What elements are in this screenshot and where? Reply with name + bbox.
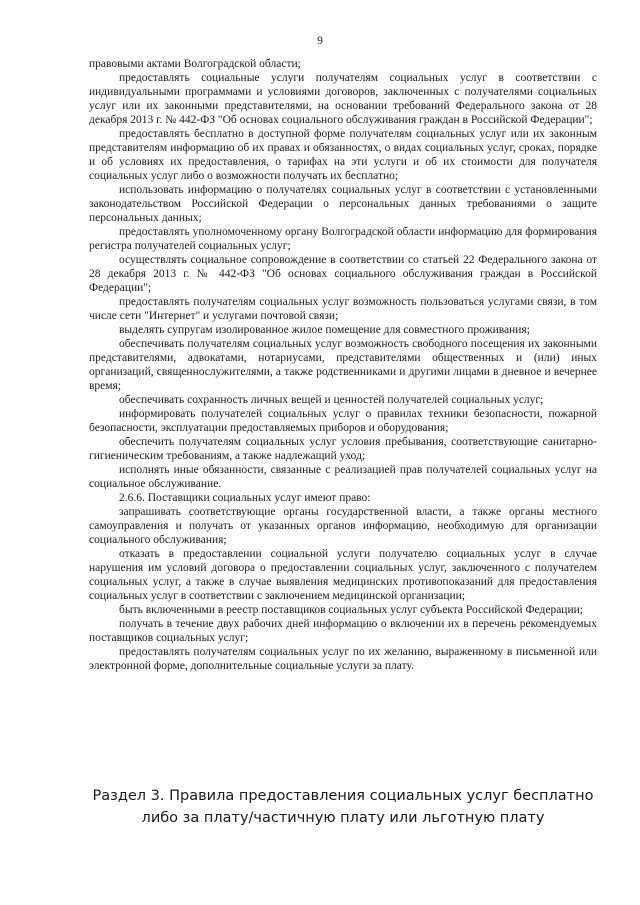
paragraph: обеспечивать сохранность личных вещей и ценностей получателей социальных услуг; xyxy=(119,394,544,406)
paragraph: запрашивать соответствующие органы государственной власти, а также органы местного самоуправления и получать от указанных органов информацию, необходимую для организации социального обслуживания; xyxy=(89,506,597,546)
paragraph: предоставлять бесплатно в доступной форме получателям социальных услуг или их законным представителям информацию об их правах и обязанностях, о видах социальных услуг, сроках, порядке и об условиях их предоставления, о тарифах на эти услуги и об их стоимости для получателя социальных услуг либо о возможности получать их бесплатно; xyxy=(89,128,597,182)
paragraph: предоставлять социальные услуги получателям социальных услуг в соответствии с индивидуальными программами и условиями договоров, заключенных с получателями социальных услуг или их законными представителями, на основании требований Федерального закона от 28 декабря 2013 г. № 442-ФЗ "Об основах социального обслуживания граждан в Российской Федерации"; xyxy=(89,72,597,126)
paragraph: предоставлять получателям социальных услуг возможность пользоваться услугами связи, в том числе сети "Интернет" и услугами почтовой связи; xyxy=(89,296,597,322)
paragraph: предоставлять получателям социальных услуг по их желанию, выраженному в письменной или электронной форме, дополнительные социальные услуги за плату. xyxy=(89,646,597,672)
section-heading xyxy=(89,785,597,829)
paragraph: предоставлять уполномоченному органу Волгоградской области информацию для формирования регистра получателей социальных услуг; xyxy=(89,226,597,252)
paragraph: осуществлять социальное сопровождение в соответствии со статьей 22 Федерального закона от 28 декабря 2013 г. № 442-ФЗ "Об основах социального обслуживания граждан в Российской Федерации"; xyxy=(89,254,597,294)
paragraph: получать в течение двух рабочих дней информацию о включении их в перечень рекомендуемых поставщиков социальных услуг; xyxy=(89,618,597,644)
paragraph: выделять супругам изолированное жилое помещение для совместного проживания; xyxy=(119,324,530,336)
paragraph: использовать информацию о получателях социальных услуг в соответствии с установленными законодательством Российской Федерации о персональных данных требованиями о защите персональных данных; xyxy=(89,184,597,224)
section-heading-line-2: либо за плату/частичную плату или льготную плату xyxy=(141,810,545,826)
paragraph: быть включенными в реестр поставщиков социальных услуг субъекта Российской Федерации; xyxy=(119,604,583,616)
paragraph: исполнять иные обязанности, связанные с реализацией прав получателей социальных услуг на социальное обслуживание. xyxy=(89,464,597,490)
paragraph: обеспечить получателям социальных услуг условия пребывания, соответствующие санитарно-гигиеническим требованиям, а также надлежащий уход; xyxy=(89,436,597,462)
page-number: 9 xyxy=(317,35,323,47)
paragraph: правовыми актами Волгоградской области; xyxy=(89,58,301,70)
subsection-heading: 2.6.6. Поставщики социальных услуг имеют право: xyxy=(119,492,371,504)
paragraph: информировать получателей социальных услуг о правилах техники безопасности, пожарной безопасности, эксплуатации предоставляемых приборов и оборудования; xyxy=(89,408,597,434)
body-text xyxy=(89,57,597,673)
section-heading-line-1: Раздел 3. Правила предоставления социальных услуг бесплатно xyxy=(92,788,594,804)
paragraph: обеспечивать получателям социальных услуг возможность свободного посещения их законными представителями, адвокатами, нотариусами, представителями общественных и (или) иных организаций, священнослужителями, а также родственниками и другими лицами в дневное и вечернее время; xyxy=(89,338,597,392)
paragraph: отказать в предоставлении социальной услуги получателю социальных услуг в случае нарушения им условий договора о предоставлении социальных услуг, заключенного с получателем социальных услуг, а также в случае выявления медицинских противопоказаний для предоставления социальных услуг в соответствии с заключением медицинской организации; xyxy=(89,548,597,602)
